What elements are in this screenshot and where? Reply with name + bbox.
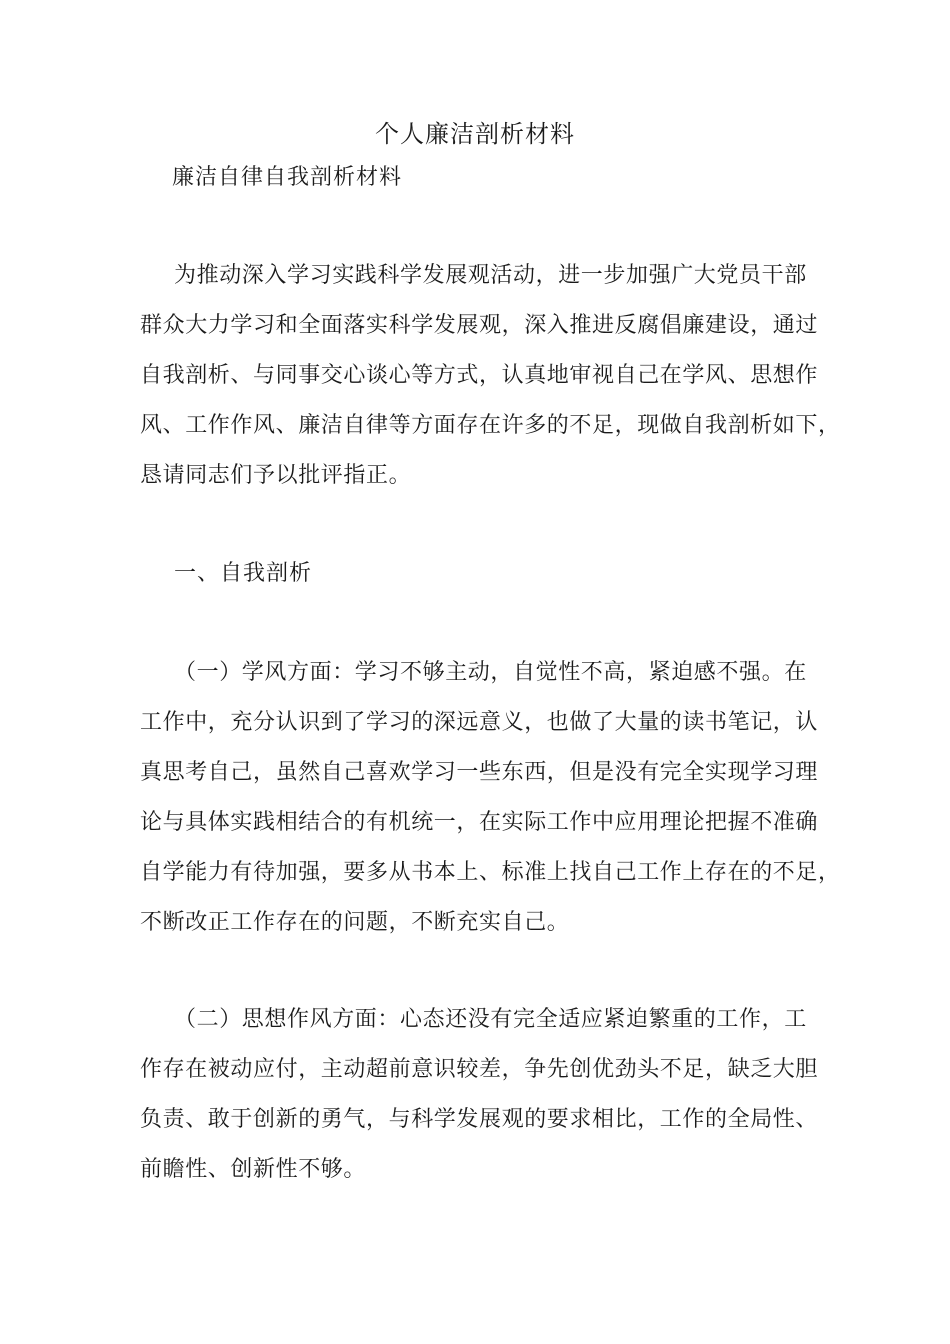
- paragraph-line: 作存在被动应付，主动超前意识较差，争先创优劲头不足，缺乏大胆: [140, 1057, 819, 1082]
- paragraph-line: 风、工作作风、廉洁自律等方面存在许多的不足，现做自我剖析如下，: [140, 413, 841, 438]
- intro-paragraph: [140, 251, 840, 501]
- document-title: 个人廉洁剖析材料: [375, 120, 575, 148]
- paragraph-line: 工作中，充分认识到了学习的深远意义，也做了大量的读书笔记，认: [140, 710, 819, 735]
- paragraph-line: 真思考自己，虽然自己喜欢学习一些东西，但是没有完全实现学习理: [140, 760, 819, 785]
- study-style-paragraph: [140, 648, 840, 948]
- paragraph-line: 负责、敢于创新的勇气，与科学发展观的要求相比，工作的全局性、: [140, 1107, 819, 1132]
- paragraph-line: （一）学风方面：学习不够主动，自觉性不高，紧迫感不强。在: [174, 660, 807, 685]
- paragraph-line: 前瞻性、创新性不够。: [140, 1157, 367, 1182]
- document-subtitle: 廉洁自律自我剖析材料: [172, 165, 403, 190]
- paragraph-line: 为推动深入学习实践科学发展观活动，进一步加强广大党员干部: [174, 263, 807, 288]
- paragraph-line: 论与具体实践相结合的有机统一，在实际工作中应用理论把握不准确: [140, 810, 819, 835]
- paragraph-line: 不断改正工作存在的问题，不断充实自己。: [140, 910, 570, 935]
- paragraph-line: 自我剖析、与同事交心谈心等方式，认真地审视自己在学风、思想作: [140, 363, 819, 388]
- paragraph-line: 群众大力学习和全面落实科学发展观，深入推进反腐倡廉建设，通过: [140, 313, 819, 338]
- paragraph-line: （二）思想作风方面：心态还没有完全适应紧迫繁重的工作，工: [174, 1007, 807, 1032]
- paragraph-line: 自学能力有待加强，要多从书本上、标准上找自己工作上存在的不足，: [140, 860, 841, 885]
- thinking-style-paragraph: [140, 995, 840, 1195]
- paragraph-line: 恳请同志们予以批评指正。: [140, 463, 412, 488]
- section-heading: 一、自我剖析: [174, 561, 313, 586]
